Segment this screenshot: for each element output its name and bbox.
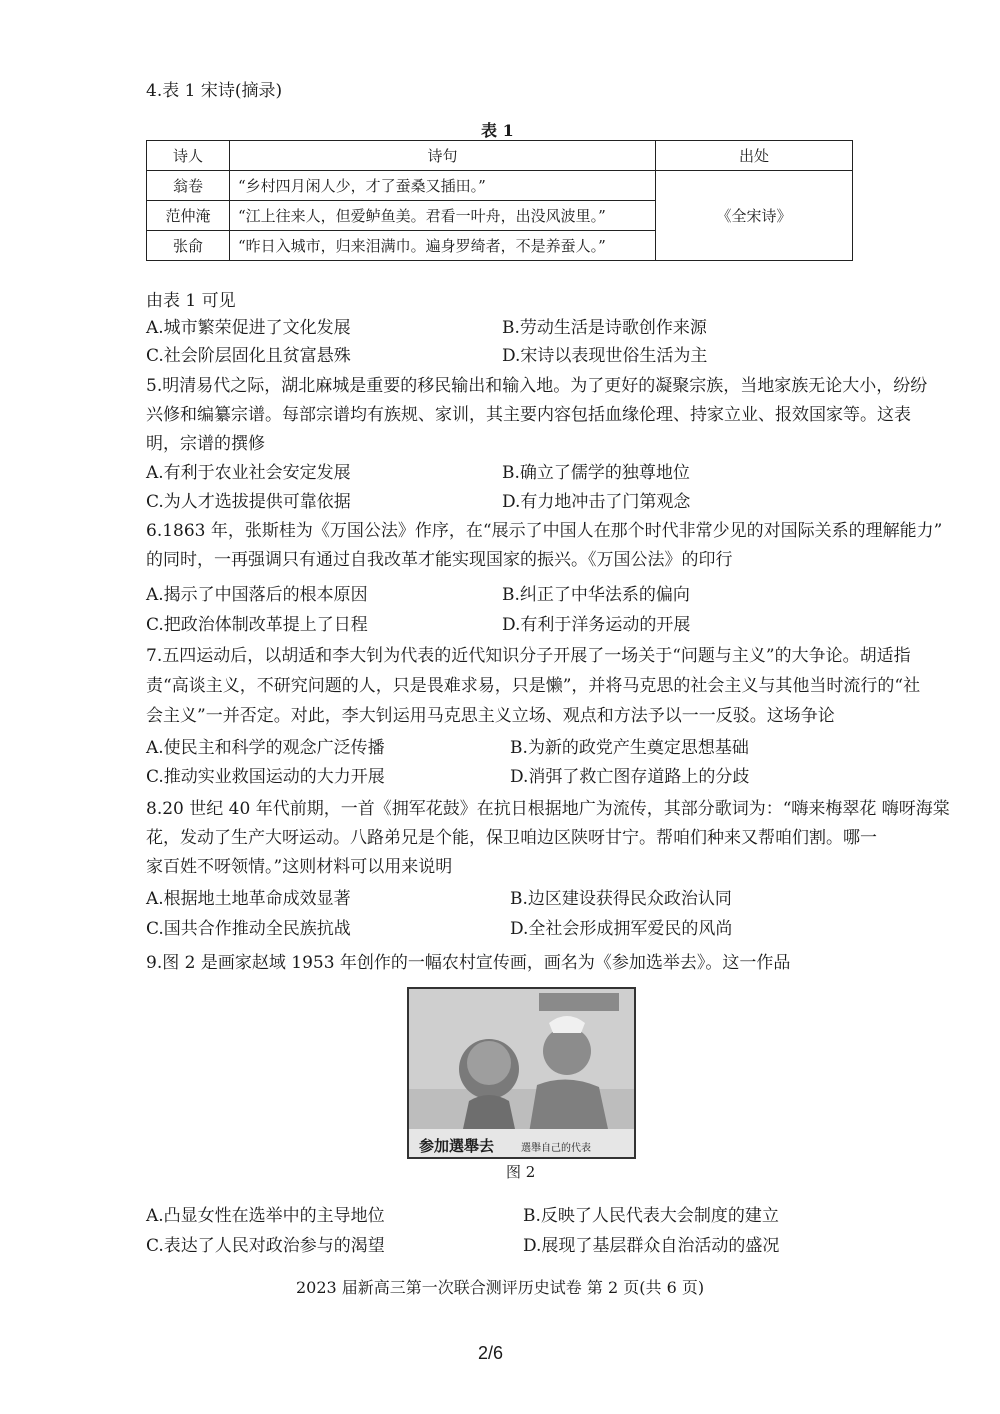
exam-footer: 2023 届新高三第一次联合测评历史试卷 第 2 页(共 6 页) <box>296 1278 705 1297</box>
q5-option-d[interactable]: D.有力地冲击了门第观念 <box>502 492 691 512</box>
header-poet: 诗人 <box>147 141 230 171</box>
q6-line-2: 的同时，一再强调只有通过自我改革才能实现国家的振兴。《万国公法》的印行 <box>146 550 733 570</box>
q9-stem: 9.图 2 是画家赵域 1953 年创作的一幅农村宣传画，画名为《参加选举去》。这一作品 <box>146 953 791 973</box>
q5-option-c[interactable]: C.为人才选拔提供可靠依据 <box>146 492 351 512</box>
poet-cell: 翁卷 <box>147 171 230 201</box>
q6-option-d[interactable]: D.有利于洋务运动的开展 <box>502 615 691 635</box>
page-number: 2/6 <box>478 1343 504 1363</box>
verse-cell: “昨日入城市，归来泪满巾。遍身罗绮者，不是养蚕人。” <box>230 231 656 261</box>
q8-line-1: 8.20 世纪 40 年代前期，一首《拥军花鼓》在抗日根据地广为流传，其部分歌词为：“嗨来梅翠花 嗨呀海棠 <box>146 799 950 819</box>
q8-option-c[interactable]: C.国共合作推动全民族抗战 <box>146 919 351 939</box>
q9-option-b[interactable]: B.反映了人民代表大会制度的建立 <box>523 1206 779 1226</box>
q9-option-c[interactable]: C.表达了人民对政治参与的渴望 <box>146 1236 385 1256</box>
q7-option-b[interactable]: B.为新的政党产生奠定思想基础 <box>510 738 749 758</box>
q4-option-d[interactable]: D.宋诗以表现世俗生活为主 <box>502 346 708 366</box>
q6-option-a[interactable]: A.揭示了中国落后的根本原因 <box>146 585 368 605</box>
song-poems-table <box>146 140 853 261</box>
q7-line-3: 会主义”一并否定。对此，李大钊运用马克思主义立场、观点和方法予以一一反驳。这场争论 <box>146 706 835 726</box>
verse-cell: “江上往来人，但爱鲈鱼美。君看一叶舟，出没风波里。” <box>230 201 656 231</box>
poster-illustration <box>409 989 634 1157</box>
verse-cell: “乡村四月闲人少，才了蚕桑又插田。” <box>230 171 656 201</box>
q9-option-d[interactable]: D.展现了基层群众自治活动的盛况 <box>523 1236 780 1256</box>
header-source: 出处 <box>656 141 853 171</box>
election-poster-figure <box>407 987 636 1159</box>
q5-line-1: 5.明清易代之际，湖北麻城是重要的移民输出和输入地。为了更好的凝聚宗族，当地家族无论大小，纷纷 <box>146 376 928 396</box>
q7-option-a[interactable]: A.使民主和科学的观念广泛传播 <box>146 738 385 758</box>
figure-caption: 图 2 <box>506 1163 536 1181</box>
q7-line-1: 7.五四运动后，以胡适和李大钊为代表的近代知识分子开展了一场关于“问题与主义”的大争论。胡适指 <box>146 646 911 666</box>
q4-lead: 由表 1 可见 <box>146 291 236 311</box>
q8-option-b[interactable]: B.边区建设获得民众政治认同 <box>510 889 732 909</box>
poet-cell: 范仲淹 <box>147 201 230 231</box>
q8-option-a[interactable]: A.根据地土地革命成效显著 <box>146 889 351 909</box>
q5-line-2: 兴修和编纂宗谱。每部宗谱均有族规、家训，其主要内容包括血缘伦理、持家立业、报效国家等。这表 <box>146 405 911 425</box>
q4-option-c[interactable]: C.社会阶层固化且贫富悬殊 <box>146 346 351 366</box>
q8-line-3: 家百姓不呀领情。”这则材料可以用来说明 <box>146 857 453 877</box>
poster-title: 参加選舉去 <box>419 1137 495 1155</box>
q9-option-a[interactable]: A.凸显女性在选举中的主导地位 <box>146 1206 385 1226</box>
q8-line-2: 花，发动了生产大呀运动。八路弟兄是个能，保卫咱边区陕呀甘宁。帮咱们种来又帮咱们割。哪一 <box>146 828 877 848</box>
q6-option-c[interactable]: C.把政治体制改革提上了日程 <box>146 615 368 635</box>
q7-option-c[interactable]: C.推动实业救国运动的大力开展 <box>146 767 385 787</box>
q5-line-3: 明，宗谱的撰修 <box>146 434 265 454</box>
q6-option-b[interactable]: B.纠正了中华法系的偏向 <box>502 585 690 605</box>
q5-option-a[interactable]: A.有利于农业社会安定发展 <box>146 463 351 483</box>
q4-option-b[interactable]: B.劳动生活是诗歌创作来源 <box>502 318 707 338</box>
q4-option-a[interactable]: A.城市繁荣促进了文化发展 <box>146 318 351 338</box>
table-header-row <box>147 141 853 171</box>
q8-option-d[interactable]: D.全社会形成拥军爱民的风尚 <box>510 919 733 939</box>
q5-option-b[interactable]: B.确立了儒学的独尊地位 <box>502 463 690 483</box>
table-caption: 表 1 <box>481 121 514 140</box>
q4-stem: 4.表 1 宋诗(摘录) <box>146 81 283 101</box>
table-row <box>147 171 853 201</box>
poster-subtitle: 選舉自己的代表 <box>521 1143 591 1154</box>
q7-line-2: 责“高谈主义，不研究问题的人，只是畏难求易，只是懒”，并将马克思的社会主义与其他当时流行的“社 <box>146 676 921 696</box>
poet-cell: 张俞 <box>147 231 230 261</box>
header-verse: 诗句 <box>230 141 656 171</box>
q7-option-d[interactable]: D.消弭了救亡图存道路上的分歧 <box>510 767 750 787</box>
source-cell: 《全宋诗》 <box>656 171 853 261</box>
q6-line-1: 6.1863 年，张斯桂为《万国公法》作序，在“展示了中国人在那个时代非常少见的对国际关系的理解能力” <box>146 521 943 541</box>
